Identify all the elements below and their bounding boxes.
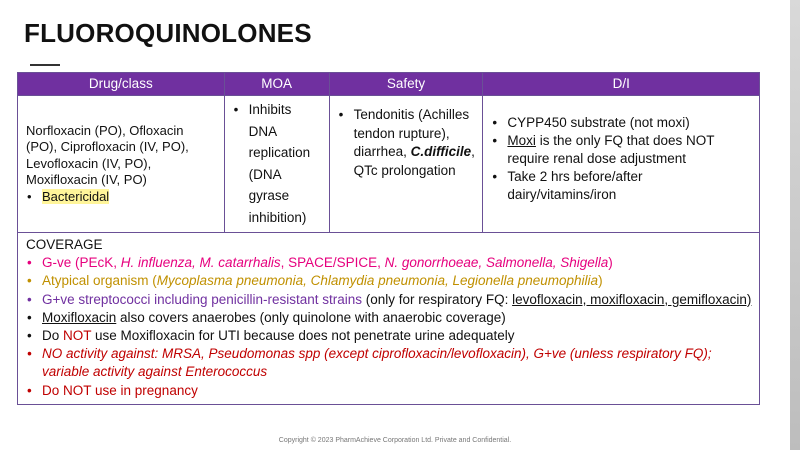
- atyp-prefix: Atypical organism (: [42, 273, 157, 289]
- table-row-coverage: [18, 233, 760, 405]
- uti-not: NOT: [63, 328, 92, 344]
- gneg-organisms-1: H. influenza, M. catarrhalis: [120, 255, 281, 271]
- di-moxi-rest: is the only FQ that does NOT require renal dose adjustment: [507, 133, 715, 166]
- coverage-anaerobes: [24, 309, 753, 327]
- header-di: D/I: [483, 73, 760, 96]
- gpos-strep: G+ve streptococci including penicillin-resistant strains: [42, 291, 363, 307]
- slide-title: FLUOROQUINOLONES: [24, 18, 312, 48]
- drug-list: Norfloxacin (PO), Ofloxacin (PO), Ciprofloxacin (IV, PO), Levofloxacin (IV, PO), Moxifloxacin (IV, PO): [26, 122, 189, 188]
- gneg-prefix: G-ve (PEcK,: [42, 255, 121, 271]
- di-moxi-word: Moxi: [507, 133, 536, 148]
- coverage-heading: COVERAGE: [26, 237, 103, 252]
- atyp-organisms: Mycoplasma pneumonia, Chlamydia pneumonia, Legionella pneumophilia: [156, 273, 599, 289]
- cell-moa: [224, 96, 329, 233]
- anaerobes-moxi-word: Moxifloxacin: [42, 309, 117, 325]
- uti-prefix: Do: [42, 328, 64, 344]
- coverage-gram-negative: [24, 254, 753, 272]
- gneg-organisms-2: N. gonorrhoeae, Salmonella, Shigella: [384, 255, 609, 271]
- safety-text-b: , QTc prolongation: [353, 144, 475, 178]
- safety-cdiff: C.difficile: [410, 144, 472, 159]
- right-edge-bar: [790, 0, 800, 450]
- fluoroquinolone-table: [17, 72, 760, 405]
- safety-text-a: Tendonitis (Achilles tendon rupture), diarrhea,: [353, 107, 470, 159]
- cell-safety: [329, 96, 483, 233]
- copyright-footer: Copyright © 2023 PharmAchieve Corporation Ltd. Private and Confidential.: [278, 437, 512, 444]
- di-item-dairy: • Take 2 hrs before/after dairy/vitamins/iron: [489, 168, 753, 204]
- title-underline: [30, 64, 60, 66]
- moa-item: • Inhibits DNA replication (DNA gyrase inhibition): [231, 99, 323, 228]
- anaerobes-rest: also covers anaerobes (only quinolone with anaerobic coverage): [116, 309, 506, 325]
- di-item-moxi: [489, 132, 753, 168]
- bactericidal-item: [24, 189, 218, 206]
- coverage-no-activity: • NO activity against: MRSA, Pseudomonas spp (except ciprofloxacin/levofloxacin), G+ve (unless respiratory FQ); variable activity against Enterococcus: [24, 345, 753, 381]
- header-drug-class: Drug/class: [18, 73, 225, 96]
- gneg-suffix: ): [608, 255, 613, 271]
- gneg-mid: , SPACE/SPICE,: [280, 255, 385, 271]
- uti-rest: use Moxifloxacin for UTI because does not penetrate urine adequately: [91, 328, 515, 344]
- bactericidal-label: Bactericidal: [42, 188, 110, 204]
- cell-di: [483, 96, 760, 233]
- coverage-uti: [24, 327, 753, 345]
- gpos-note: (only for respiratory FQ:: [362, 291, 513, 307]
- di-item-cyp: • CYPP450 substrate (not moxi): [489, 114, 753, 132]
- table-row-main: [18, 96, 760, 233]
- header-safety: Safety: [329, 73, 483, 96]
- cell-drug-class: [18, 96, 225, 233]
- gpos-respiratory-fq: levofloxacin, moxifloxacin, gemifloxacin): [512, 291, 752, 307]
- cell-coverage: [18, 233, 760, 405]
- atyp-suffix: ): [598, 273, 603, 289]
- header-moa: MOA: [224, 73, 329, 96]
- table-header-row: [18, 73, 760, 96]
- coverage-gram-positive: [24, 291, 753, 309]
- coverage-pregnancy: • Do NOT use in pregnancy: [24, 382, 753, 400]
- safety-item: [336, 106, 477, 180]
- coverage-atypical: [24, 272, 753, 290]
